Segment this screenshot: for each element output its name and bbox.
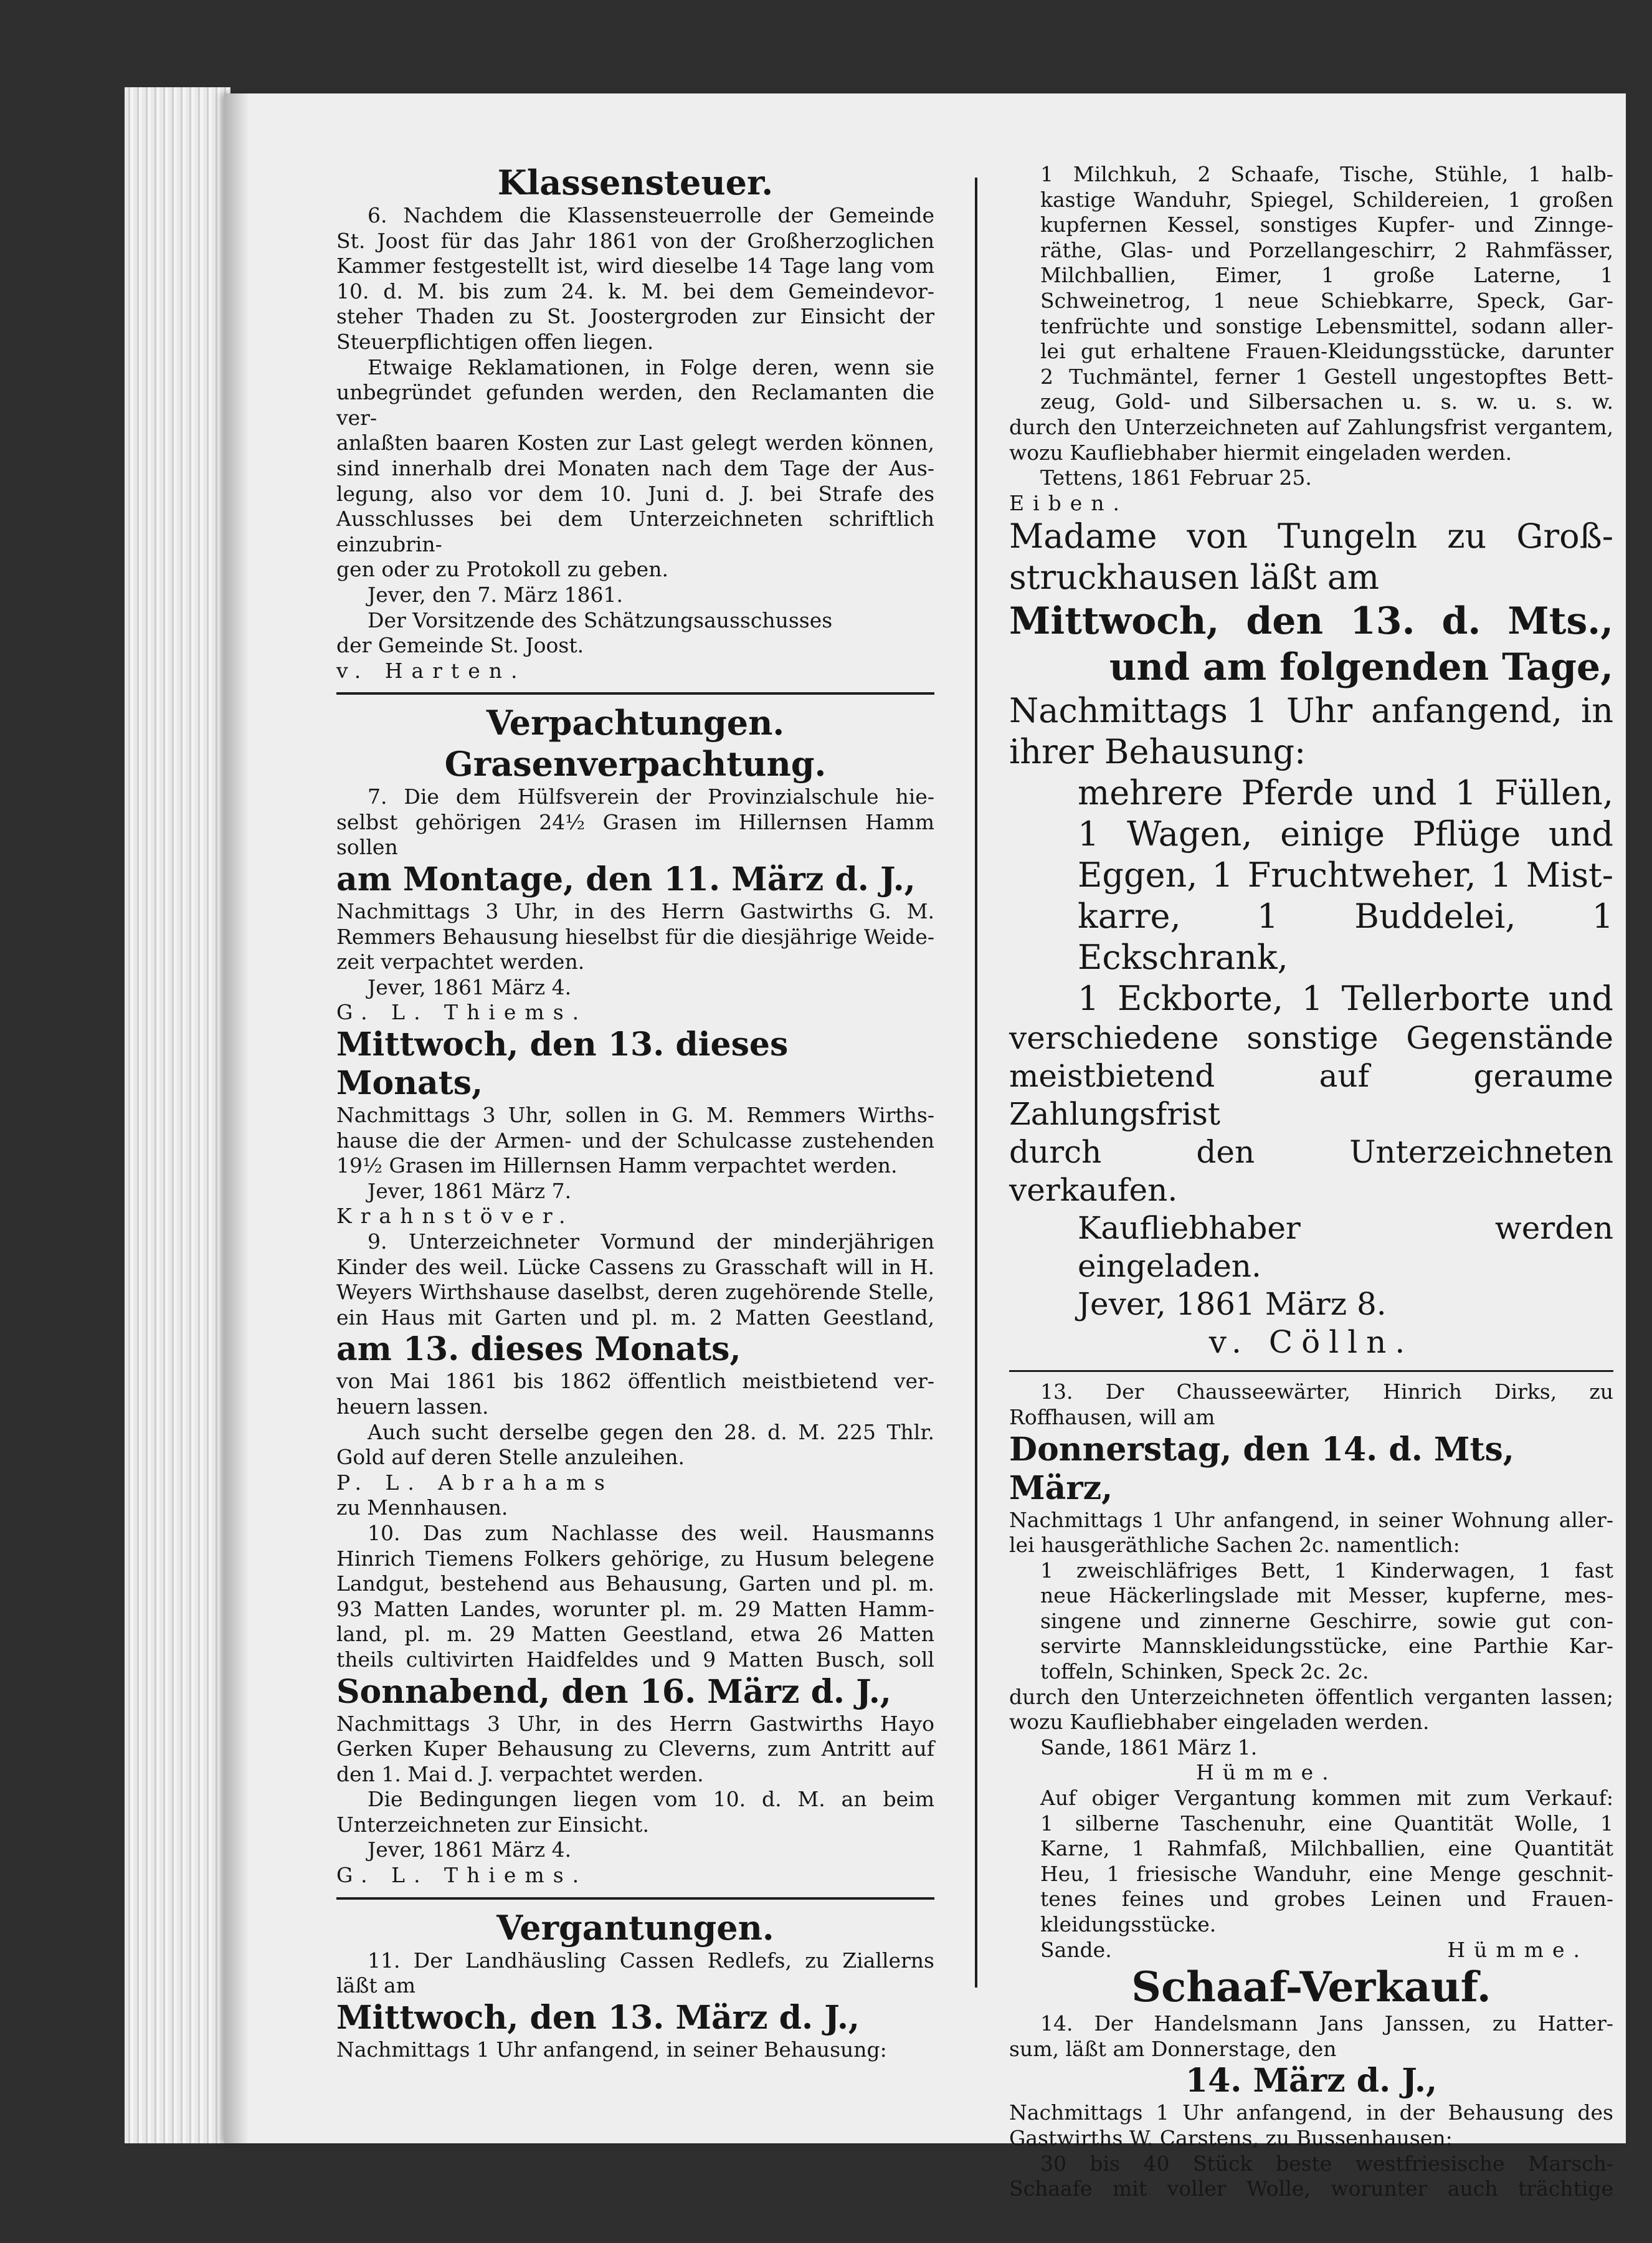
- text-line: legung, also vor dem 10. Juni d. J. bei Strafe des: [336, 481, 934, 506]
- text-line: tenfrüchte und sonstige Lebensmittel, sodann aller-: [1040, 313, 1613, 338]
- notice-14: [1009, 2011, 1613, 2202]
- text-line: kleidungsstücke.: [1040, 1912, 1217, 1936]
- text-line: Kinder des weil. Lücke Cassens zu Grasschaft will in H.: [336, 1254, 934, 1279]
- text-line: Tettens, 1861 Februar 25.: [1040, 465, 1312, 490]
- text-line: Milchballien, Eimer, 1 große Laterne, 1: [1040, 263, 1613, 288]
- text-line: 1 zweischläfriges Bett, 1 Kinderwagen, 1 fast: [1040, 1558, 1613, 1583]
- text-line: 6. Nachdem die Klassensteuerrolle der Gemeinde: [368, 203, 934, 227]
- signature-place: zu Mennhausen.: [336, 1495, 508, 1520]
- text-line: Weyers Wirthshause daselbst, deren zugehörende Stelle,: [336, 1280, 934, 1305]
- text-line: den 1. Mai d. J. verpachtet werden.: [336, 1761, 704, 1786]
- text-line: lei gut erhaltene Frauen-Kleidungsstücke, darunter: [1040, 339, 1613, 364]
- text-line: karre, 1 Buddelei, 1 Eckschrank,: [1078, 897, 1613, 978]
- text-line: Jever, den 7. März 1861.: [368, 582, 624, 607]
- text-line: selbst gehörigen 24½ Grasen im Hillernsen Hamm sollen: [336, 809, 934, 860]
- text-line: Nachmittags 1 Uhr anfangend, in seiner Wohnung aller-: [1009, 1507, 1613, 1532]
- text-line: Jever, 1861 März 4.: [368, 1837, 572, 1862]
- text-line: 14. Der Handelsmann Jans Janssen, zu Hatter-: [1040, 2011, 1613, 2036]
- text-line: land, pl. m. 29 Matten Geestland, etwa 26 Matten: [336, 1622, 934, 1647]
- text-line: meistbietend auf geraume Zahlungsfrist: [1009, 1058, 1613, 1133]
- text-line: Unterzeichneten zur Einsicht.: [336, 1812, 649, 1837]
- text-line: kupfernen Kessel, sonstiges Kupfer- und Zinnge-: [1040, 212, 1613, 237]
- event-date: am Montage, den 11. März d. J.,: [336, 860, 916, 899]
- text-line: anlaßten baaren Kosten zur Last gelegt werden können,: [336, 431, 934, 455]
- text-line: steher Thaden zu St. Joostergroden zur Einsicht der: [336, 304, 934, 329]
- text-line: ein Haus mit Garten und pl. m. 2 Matten Geestland,: [336, 1305, 934, 1330]
- notice-tungeln: [1009, 516, 1613, 1361]
- notice-7: [336, 784, 934, 1026]
- section-rule: [1009, 1370, 1613, 1372]
- left-column: [336, 162, 934, 2062]
- notice-9: [336, 1229, 934, 1521]
- signature: v. Cölln.: [1208, 1324, 1414, 1361]
- text-line: toffeln, Schinken, Speck 2c. 2c.: [1040, 1659, 1369, 1684]
- text-line: durch den Unterzeichneten auf Zahlungsfrist vergantem,: [1009, 414, 1613, 439]
- text-line: durch den Unterzeichneten verkaufen.: [1009, 1134, 1613, 1209]
- text-line: Nachmittags 3 Uhr, sollen in G. M. Remmers Wirths-: [336, 1103, 934, 1128]
- text-line: Jever, 1861 März 8.: [1078, 1286, 1387, 1323]
- text-line: zeug, Gold- und Silbersachen u. s. w. u. s. w.: [1040, 389, 1613, 414]
- text-line: tenes feines und grobes Leinen und Frauen-: [1040, 1887, 1613, 1912]
- text-line: Sande, 1861 März 1.: [1040, 1735, 1258, 1760]
- text-line: Karne, 1 Rahmfaß, Milchballien, eine Quantität: [1040, 1836, 1613, 1861]
- text-line: 13. Der Chausseewärter, Hinrich Dirks, zu: [1040, 1379, 1613, 1404]
- text-line: Remmers Behausung hieselbst für die diesjährige Weide-: [336, 924, 934, 949]
- text-line: Nachmittags 3 Uhr, in des Herrn Gastwirths G. M.: [336, 899, 934, 924]
- signature: Hümme.: [1447, 1937, 1588, 1962]
- text-line: Eggen, 1 Fruchtweher, 1 Mist-: [1078, 855, 1613, 895]
- text-line: 1 silberne Taschenuhr, eine Quantität Wolle, 1: [1040, 1811, 1613, 1836]
- text-line: St. Joost für das Jahr 1861 von der Großherzoglichen: [336, 228, 934, 253]
- text-line: 7. Die dem Hülfsverein der Provinzialschule hie-: [368, 784, 934, 809]
- text-line: 1 Wagen, einige Pflüge und: [1078, 814, 1613, 854]
- text-line: neue Häckerlingslade mit Messer, kupferne, mes-: [1040, 1583, 1613, 1608]
- text-line: 2 Tuchmäntel, ferner 1 Gestell ungestopftes Bett-: [1040, 364, 1613, 389]
- text-line: ihrer Behausung:: [1009, 732, 1306, 772]
- text-line: 9. Unterzeichneter Vormund der minderjährigen: [368, 1229, 934, 1254]
- text-line: 10. d. M. bis zum 24. k. M. bei dem Gemeindevor-: [336, 279, 934, 303]
- text-line: Kammer festgestellt ist, wird dieselbe 14 Tage lang vom: [336, 254, 934, 279]
- text-line: 93 Matten Landes, worunter pl. m. 29 Matten Hamm-: [336, 1596, 934, 1621]
- text-line: Gold auf deren Stelle anzuleihen.: [336, 1445, 685, 1470]
- text-line: Landgut, bestehend aus Behausung, Garten und pl. m.: [336, 1571, 934, 1596]
- notice-8: [336, 1026, 934, 1229]
- signature: v. Harten.: [336, 658, 526, 683]
- text-line: Kaufliebhaber werden eingeladen.: [1078, 1210, 1613, 1285]
- text-line: unbegründet gefunden werden, den Reclamanten die ver-: [336, 380, 934, 430]
- text-line: verschiedene sonstige Gegenstände: [1009, 1020, 1613, 1057]
- notice-11-continued: [1009, 162, 1613, 516]
- text-line: Auch sucht derselbe gegen den 28. d. M. 225 Thlr.: [368, 1419, 934, 1444]
- text-line: Steuerpflichtigen offen liegen.: [336, 329, 654, 354]
- event-date: 14. März d. J.,: [1185, 2062, 1438, 2100]
- text-line: 1 Milchkuh, 2 Schaafe, Tische, Stühle, 1 halb-: [1040, 162, 1613, 186]
- text-line: Jever, 1861 März 7.: [368, 1178, 572, 1203]
- text-line: 10. Das zum Nachlasse des weil. Hausmanns: [368, 1520, 934, 1545]
- column-divider: [975, 178, 977, 1988]
- event-date: Donnerstag, den 14. d. Mts, März,: [1009, 1430, 1514, 1507]
- text-line: 1 Eckborte, 1 Tellerborte und: [1078, 979, 1613, 1019]
- signature: P. L. Abrahams: [336, 1470, 614, 1495]
- signature: G. L. Thiems.: [336, 1000, 588, 1025]
- text-line: Madame von Tungeln zu Groß-: [1009, 517, 1613, 556]
- right-column: [1009, 162, 1613, 2202]
- text-line: 19½ Grasen im Hillernsen Hamm verpachtet werden.: [336, 1153, 898, 1178]
- subsection-title-grasenverpachtung: Grasenverpachtung.: [444, 744, 827, 784]
- page-stack-edge: [125, 87, 230, 2143]
- text-line: zeit verpachtet werden.: [336, 950, 585, 974]
- text-line: Auf obiger Vergantung kommen mit zum Verkauf:: [1040, 1786, 1613, 1811]
- text-line: mehrere Pferde und 1 Füllen,: [1078, 773, 1613, 813]
- text-line: Ausschlusses bei dem Unterzeichneten schriftlich einzubrin-: [336, 507, 934, 556]
- text-line: Die Bedingungen liegen vom 10. d. M. an beim: [368, 1787, 934, 1812]
- text-line: servirte Mannskleidungsstücke, eine Parthie Kar-: [1040, 1634, 1613, 1659]
- text-line: Schaafe mit voller Wolle, worunter auch trächtige: [1009, 2176, 1613, 2201]
- text-line: Gastwirths W. Carstens, zu Bussenhausen:: [1009, 2125, 1453, 2150]
- text-line: gen oder zu Protokoll zu geben.: [336, 557, 668, 582]
- klassensteuer-notice: [336, 203, 934, 683]
- notice-11: [336, 1948, 934, 2063]
- text-line: Hinrich Tiemens Folkers gehörige, zu Husum belegene: [336, 1546, 934, 1571]
- section-title-schaaf-verkauf: Schaaf-Verkauf.: [1131, 1963, 1491, 2012]
- text-line: Roffhausen, will am: [1009, 1404, 1215, 1429]
- text-line: 30 bis 40 Stück beste westfriesische Marsch-: [1040, 2151, 1613, 2176]
- text-line: kastige Wanduhr, Spiegel, Schildereien, 1 großen: [1040, 187, 1613, 212]
- signature: Krahnstöver.: [336, 1204, 574, 1229]
- text-line: läßt am: [336, 1973, 415, 1998]
- text-line: theils cultivirten Haidfeldes und 9 Matten Busch, soll: [336, 1647, 934, 1672]
- text-line: heuern lassen.: [336, 1394, 489, 1419]
- section-title-verpachtungen: Verpachtungen.: [486, 703, 785, 743]
- text-line: Nachmittags 1 Uhr anfangend, in seiner Behausung:: [336, 2037, 887, 2062]
- signature-row: [1009, 1938, 1613, 1963]
- text-line: Nachmittags 1 Uhr anfangend, in der Behausung des: [1009, 2100, 1613, 2125]
- text-line: durch den Unterzeichneten öffentlich verganten lassen;: [1009, 1684, 1613, 1709]
- text-line: von Mai 1861 bis 1862 öffentlich meistbietend ver-: [336, 1369, 934, 1394]
- signoff-line: der Gemeinde St. Joost.: [336, 633, 584, 658]
- text-line: Heu, 1 friesische Wanduhr, eine Menge geschnit-: [1040, 1861, 1613, 1886]
- text-line: lei hausgeräthliche Sachen 2c. namentlich:: [1009, 1533, 1460, 1558]
- section-rule: [336, 1897, 934, 1900]
- text-line: sind innerhalb drei Monaten nach dem Tage der Aus-: [336, 455, 934, 480]
- signature: Eiben.: [1009, 490, 1129, 515]
- text-line: Gerken Kuper Behausung zu Cleverns, zum Antritt auf: [336, 1736, 934, 1761]
- signature-place: Sande.: [1040, 1937, 1112, 1962]
- text-line: sum, läßt am Donnerstage, den: [1009, 2036, 1337, 2061]
- event-date: und am folgenden Tage,: [1109, 645, 1613, 690]
- text-line: Nachmittags 3 Uhr, in des Herrn Gastwirths Hayo: [336, 1711, 934, 1736]
- text-line: Schweinetrog, 1 neue Schiebkarre, Speck, Gar-: [1040, 288, 1613, 313]
- text-line: Nachmittags 1 Uhr anfangend, in: [1009, 691, 1613, 731]
- event-date: am 13. dieses Monats,: [336, 1330, 741, 1369]
- spine-shadow: [224, 93, 249, 2143]
- section-rule: [336, 692, 934, 695]
- text-line: Jever, 1861 März 4.: [368, 974, 572, 999]
- text-line: wozu Kaufliebhaber eingeladen werden.: [1009, 1710, 1430, 1735]
- section-title-klassensteuer: Klassensteuer.: [497, 163, 774, 202]
- event-date: Mittwoch, den 13. März d. J.,: [336, 1998, 860, 2037]
- signature: G. L. Thiems.: [336, 1863, 588, 1888]
- text-line: hause die der Armen- und der Schulcasse zustehenden: [336, 1128, 934, 1153]
- text-line: singene und zinnerne Geschirre, sowie gut con-: [1040, 1608, 1613, 1633]
- notice-13: [1009, 1379, 1613, 1963]
- section-title-vergantungen: Vergantungen.: [496, 1907, 774, 1948]
- text-line: struckhausen läßt am: [1009, 558, 1380, 598]
- event-date: Mittwoch, den 13. dieses Monats,: [336, 1026, 789, 1103]
- event-date: Sonnabend, den 16. März d. J.,: [336, 1672, 891, 1711]
- text-line: Etwaige Reklamationen, in Folge deren, wenn sie: [368, 355, 934, 379]
- text-line: 11. Der Landhäusling Cassen Redlefs, zu Ziallerns: [368, 1948, 934, 1973]
- event-date: Mittwoch, den 13. d. Mts.,: [1009, 599, 1613, 644]
- text-line: wozu Kaufliebhaber hiermit eingeladen werden.: [1009, 440, 1512, 465]
- signature: Hümme.: [1196, 1760, 1337, 1785]
- notice-10: [336, 1521, 934, 1888]
- text-line: räthe, Glas- und Porzellangeschirr, 2 Rahmfässer,: [1040, 237, 1613, 262]
- signoff-line: Der Vorsitzende des Schätzungsausschusses: [368, 607, 833, 632]
